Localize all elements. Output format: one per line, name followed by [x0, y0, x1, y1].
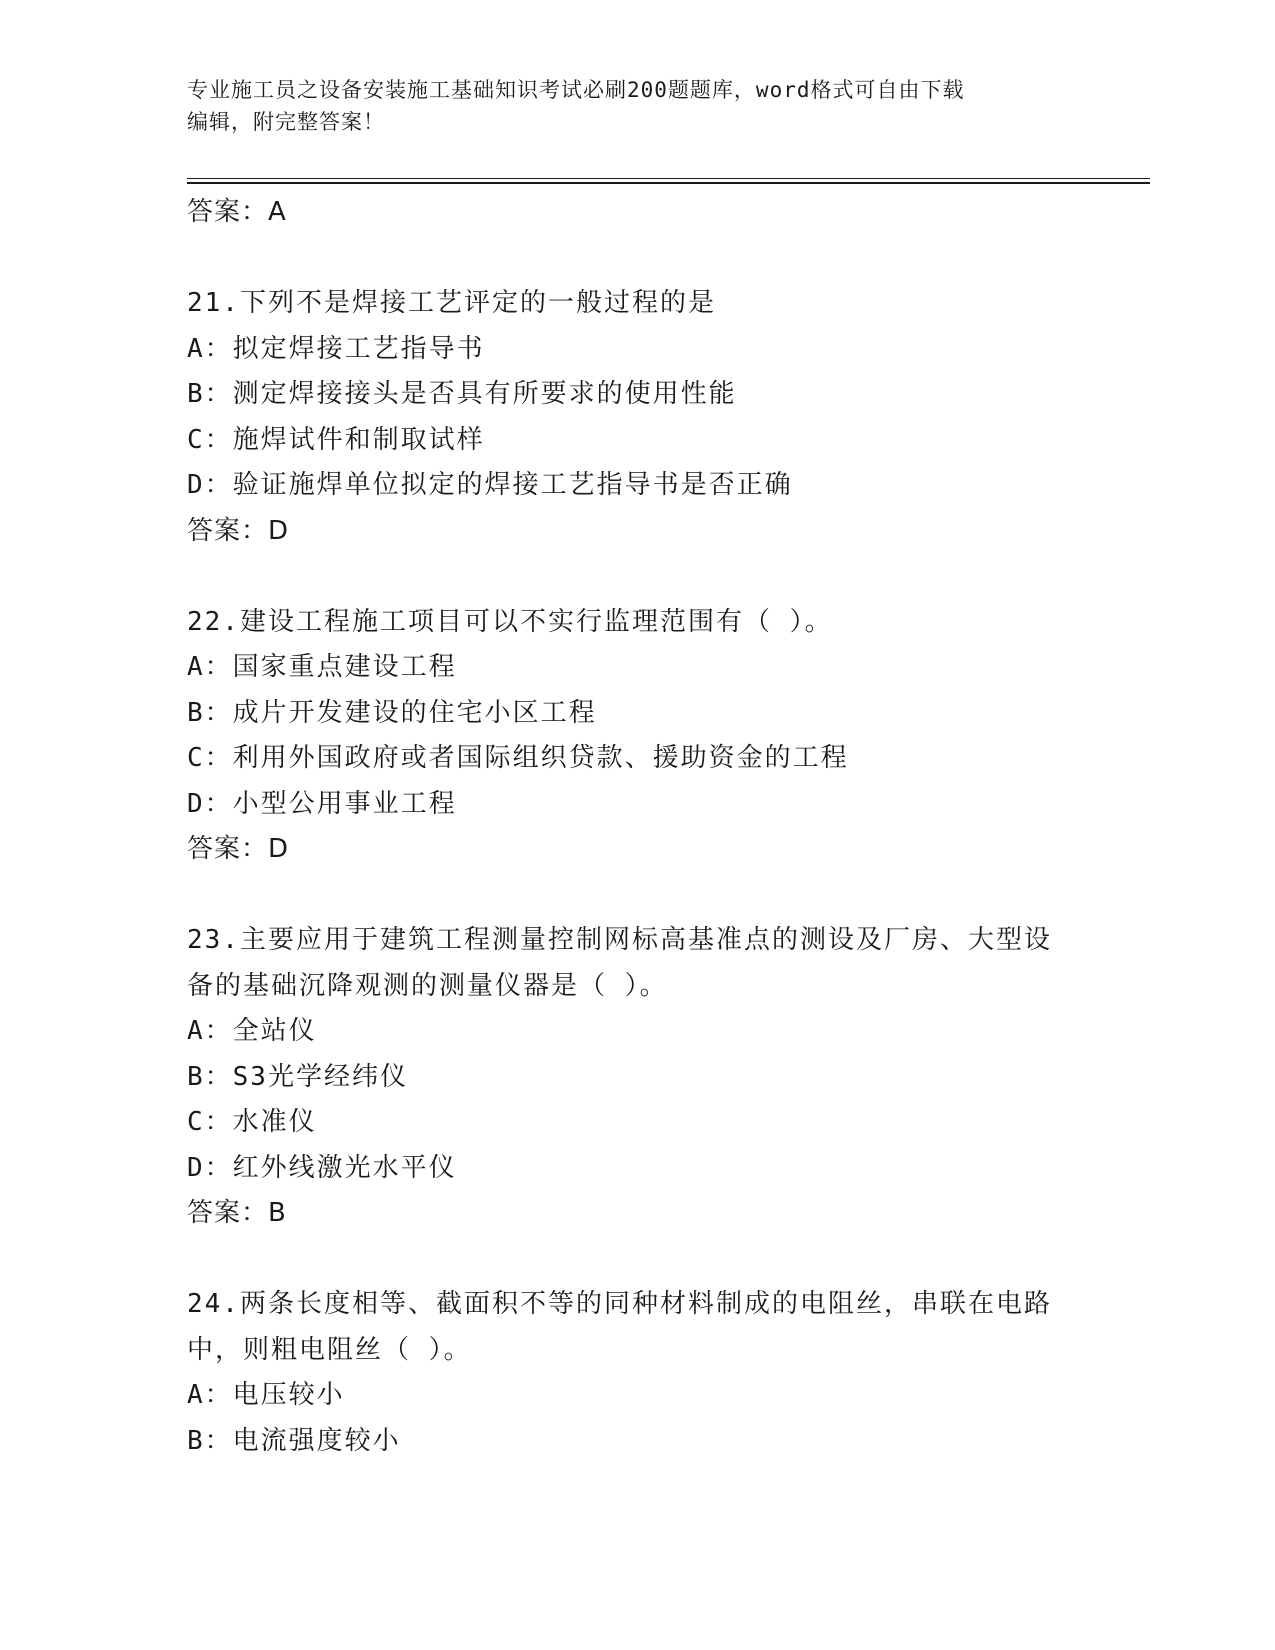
answer-line: 答案：B [187, 1198, 287, 1228]
spacer [187, 1237, 1087, 1283]
spacer [187, 236, 1087, 282]
option-c: C：利用外国政府或者国际组织贷款、援助资金的工程 [187, 743, 849, 773]
question-text: 24.两条长度相等、截面积不等的同种材料制成的电阻丝，串联在电路 [187, 1289, 1052, 1319]
option-d: D：红外线激光水平仪 [187, 1152, 457, 1183]
option-d: D：验证施焊单位拟定的焊接工艺指导书是否正确 [187, 470, 793, 500]
question-block [187, 600, 1087, 873]
answer-line: 答案：D [187, 515, 290, 546]
question-block [187, 281, 1087, 554]
option-b: B：测定焊接接头是否具有所要求的使用性能 [187, 379, 737, 409]
question-block [187, 918, 1087, 1237]
option-a: A：全站仪 [187, 1016, 317, 1046]
question-block [187, 1282, 1087, 1464]
option-a: A：国家重点建设工程 [187, 652, 457, 682]
question-text: 22.建设工程施工项目可以不实行监理范围有（ ）。 [187, 606, 833, 637]
option-d: D：小型公用事业工程 [187, 788, 457, 819]
document-body [187, 190, 1087, 1464]
spacer [187, 873, 1087, 919]
question-text: 23.主要应用于建筑工程测量控制网标高基准点的测设及厂房、大型设 [187, 925, 1052, 955]
option-a: A：拟定焊接工艺指导书 [187, 333, 485, 364]
option-b: B：成片开发建设的住宅小区工程 [187, 697, 597, 728]
question-text: 21.下列不是焊接工艺评定的一般过程的是 [187, 288, 716, 318]
option-a: A：电压较小 [187, 1380, 345, 1410]
answer-line: 答案：A [187, 197, 287, 227]
question-text-continued: 中，则粗电阻丝（ ）。 [187, 1334, 472, 1365]
page-header [187, 74, 1087, 138]
header-rule-thin [187, 178, 1150, 179]
header-rule-thick [187, 182, 1150, 184]
answer-line: 答案：D [187, 834, 290, 864]
option-c: C：施焊试件和制取试样 [187, 424, 485, 455]
header-line-2: 编辑，附完整答案！ [187, 110, 385, 134]
header-line-1: 专业施工员之设备安装施工基础知识考试必刷200题题库，word格式可自由下载 [187, 78, 965, 102]
option-b: B：S3光学经纬仪 [187, 1061, 408, 1092]
option-b: B：电流强度较小 [187, 1425, 401, 1456]
spacer [187, 554, 1087, 600]
option-c: C：水准仪 [187, 1107, 317, 1137]
question-text-continued: 备的基础沉降观测的测量仪器是（ ）。 [187, 970, 668, 1001]
